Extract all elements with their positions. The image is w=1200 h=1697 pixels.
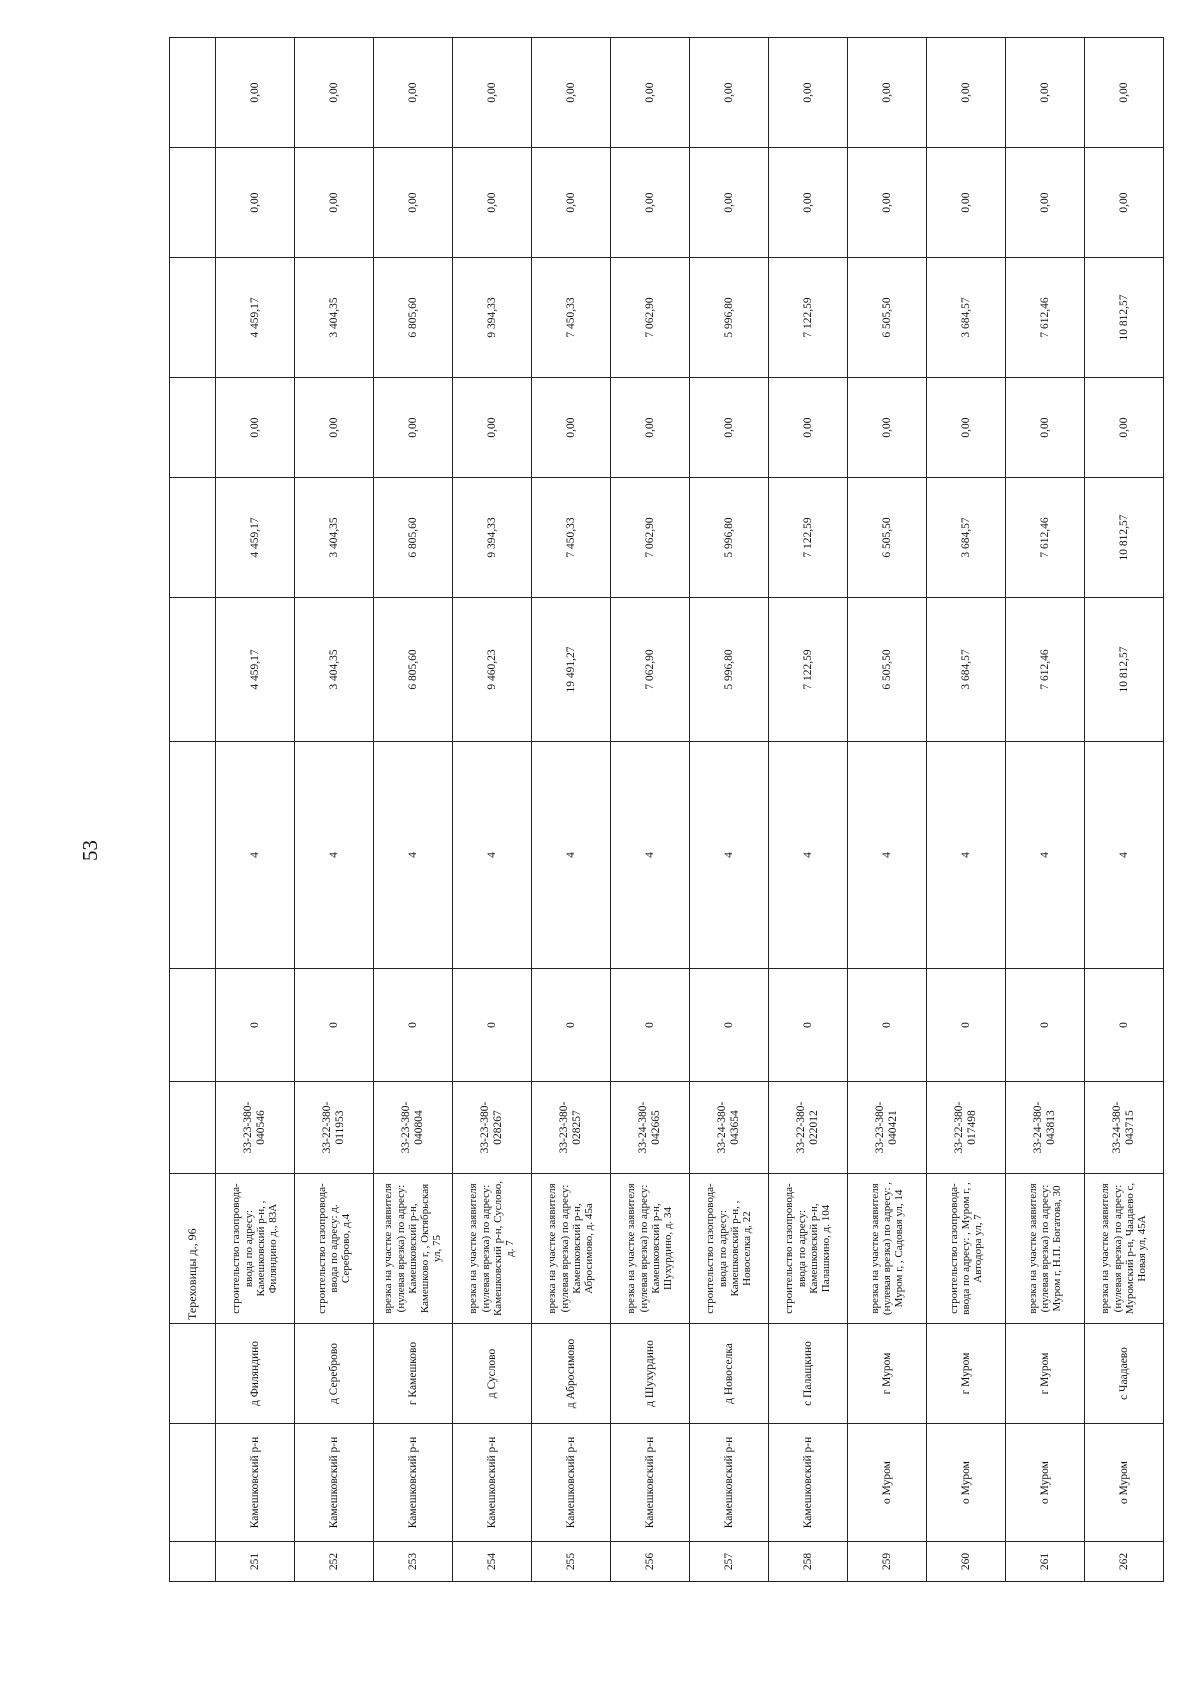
cell-value: 4 — [295, 742, 374, 969]
cell-amount: 0,00 — [374, 38, 453, 148]
cell-value: 4 — [1006, 742, 1085, 969]
cell-value: 4 — [769, 742, 848, 969]
cell-amount: 9 394,33 — [453, 258, 532, 378]
cell-amount: 7 450,33 — [532, 478, 611, 598]
cell-amount: 9 394,33 — [453, 478, 532, 598]
cell-amount: 7 062,90 — [611, 478, 690, 598]
cell-description: врезка на участке заявителя (нулевая врезка) по адресу: Муромский р-н, Чаадаево с, Новая ул, 45А — [1085, 1174, 1164, 1324]
table-row — [927, 38, 1006, 1582]
cell-number: 261 — [1006, 1542, 1085, 1582]
cell-amount: 0,00 — [1085, 148, 1164, 258]
cell-number: 257 — [690, 1542, 769, 1582]
cell-amount: 4 459,17 — [216, 598, 295, 742]
cell-description: строительство газопровода-ввода по адресу: Камешковский р-н, Палашкино, д. 104 — [769, 1174, 848, 1324]
cell-cadastral-number: 33-22-380-011953 — [295, 1082, 374, 1174]
cell-amount: 0,00 — [927, 378, 1006, 478]
cell-description: врезка на участке заявителя (нулевая врезка) по адресу: , Муром г, , Садовая ул, 14 — [848, 1174, 927, 1324]
cell-amount: 0,00 — [532, 378, 611, 478]
cell-number: 256 — [611, 1542, 690, 1582]
cell-value: 0 — [1006, 969, 1085, 1082]
cell-number: 259 — [848, 1542, 927, 1582]
cell-cadastral-number: 33-23-380-040804 — [374, 1082, 453, 1174]
cell-amount: 0,00 — [1085, 378, 1164, 478]
cell-amount: 0,00 — [453, 148, 532, 258]
cell-amount: 5 996,80 — [690, 598, 769, 742]
cell-amount: 3 684,57 — [927, 258, 1006, 378]
cell-amount: 7 612,46 — [1006, 258, 1085, 378]
cell-locality: д Филяндино — [216, 1324, 295, 1424]
cell-district: Камешковский р-н — [690, 1424, 769, 1542]
cell-number: 262 — [1085, 1542, 1164, 1582]
cell-value: 4 — [216, 742, 295, 969]
cell-value: 0 — [453, 969, 532, 1082]
table-row — [532, 38, 611, 1582]
cell-locality: д Новоселка — [690, 1324, 769, 1424]
cell-locality: д Суслово — [453, 1324, 532, 1424]
cell-amount: 0,00 — [532, 148, 611, 258]
cell-value: 4 — [848, 742, 927, 969]
cell-amount: 4 459,17 — [216, 478, 295, 598]
cell-amount: 6 505,50 — [848, 258, 927, 378]
table-row — [769, 38, 848, 1582]
cell-amount: 6 805,60 — [374, 478, 453, 598]
cell-description: строительство газопровода-ввода по адресу: Камешковский р-н, , Филяндино д., 83А — [216, 1174, 295, 1324]
cell-amount: 0,00 — [848, 38, 927, 148]
cell-amount: 4 459,17 — [216, 258, 295, 378]
cell-amount: 0,00 — [927, 38, 1006, 148]
table-row — [295, 38, 374, 1582]
cell-value: 4 — [374, 742, 453, 969]
cell-description: врезка на участке заявителя (нулевая врезка) по адресу: Камешковский р-н, Суслово, д. 7 — [453, 1174, 532, 1324]
cell-district: Камешковский р-н — [769, 1424, 848, 1542]
cell-amount: 6 505,50 — [848, 478, 927, 598]
cell-number: 251 — [216, 1542, 295, 1582]
cell-cadastral-number: 33-24-380-043715 — [1085, 1082, 1164, 1174]
cell-district: о Муром — [927, 1424, 1006, 1542]
cell-description: врезка на участке заявителя (нулевая врезка) по адресу: Камешковский р-н, Абросимово, д. 45а — [532, 1174, 611, 1324]
cell-amount: 3 404,35 — [295, 598, 374, 742]
cell-value: 0 — [295, 969, 374, 1082]
cell-amount: 0,00 — [295, 148, 374, 258]
cell-amount: 0,00 — [769, 378, 848, 478]
cell-amount: 0,00 — [216, 148, 295, 258]
cell-amount: 7 122,59 — [769, 258, 848, 378]
cell-district: Камешковский р-н — [532, 1424, 611, 1542]
cell-cadastral-number: 33-24-380-043813 — [1006, 1082, 1085, 1174]
cell-amount: 3 684,57 — [927, 478, 1006, 598]
cell-cadastral-number: 33-23-380-028257 — [532, 1082, 611, 1174]
cell-amount: 0,00 — [295, 378, 374, 478]
cell-number: 254 — [453, 1542, 532, 1582]
cell-number: 258 — [769, 1542, 848, 1582]
cell-cadastral-number: 33-24-380-042665 — [611, 1082, 690, 1174]
cell-cadastral-number: 33-23-380-040421 — [848, 1082, 927, 1174]
cell-amount: 7 612,46 — [1006, 478, 1085, 598]
table-row — [611, 38, 690, 1582]
cell-amount: 7 122,59 — [769, 478, 848, 598]
cell-amount: 0,00 — [769, 148, 848, 258]
cell-amount: 6 805,60 — [374, 598, 453, 742]
cell-amount: 0,00 — [848, 378, 927, 478]
document-table — [169, 82, 1154, 1582]
cell-district: Камешковский р-н — [295, 1424, 374, 1542]
cell-description: врезка на участке заявителя (нулевая врезка) по адресу: Камешковский р-н, Шухурдино, д. 34 — [611, 1174, 690, 1324]
cell-locality: г Муром — [927, 1324, 1006, 1424]
cell-value: 0 — [1085, 969, 1164, 1082]
cell-cadastral-number: 33-22-380-022012 — [769, 1082, 848, 1174]
cell-amount: 0,00 — [216, 38, 295, 148]
table-row — [453, 38, 532, 1582]
cell-amount: 6 805,60 — [374, 258, 453, 378]
cell-value: 4 — [690, 742, 769, 969]
cell-value: 0 — [216, 969, 295, 1082]
cell-description: врезка на участке заявителя (нулевая врезка) по адресу: Камешковский р-н, Камешково г, , Октябрьская ул, 75 — [374, 1174, 453, 1324]
cell-district: о Муром — [1006, 1424, 1085, 1542]
cell-amount: 10 812,57 — [1085, 598, 1164, 742]
cell-amount: 7 122,59 — [769, 598, 848, 742]
cell-amount: 0,00 — [532, 38, 611, 148]
cell-locality: с Чаадаево — [1085, 1324, 1164, 1424]
cell-value: 4 — [611, 742, 690, 969]
cell-amount: 5 996,80 — [690, 478, 769, 598]
cell-district: о Муром — [1085, 1424, 1164, 1542]
cell-locality: г Камешково — [374, 1324, 453, 1424]
cell-amount: 0,00 — [611, 378, 690, 478]
cell-description: строительство газопровода-ввода по адресу: Камешковский р-н, , Новоселка д, 22 — [690, 1174, 769, 1324]
table-row — [374, 38, 453, 1582]
cell-district: Камешковский р-н — [216, 1424, 295, 1542]
cell-amount: 0,00 — [1006, 38, 1085, 148]
table-row — [1085, 38, 1164, 1582]
cell-cadastral-number: 33-23-380-028267 — [453, 1082, 532, 1174]
cell-value: 0 — [690, 969, 769, 1082]
cell-description: Тереховицы д., 96 — [170, 1174, 216, 1324]
cell-amount: 3 404,35 — [295, 258, 374, 378]
cell-amount: 7 450,33 — [532, 258, 611, 378]
cell-value: 0 — [532, 969, 611, 1082]
cell-district: Камешковский р-н — [611, 1424, 690, 1542]
cell-district: о Муром — [848, 1424, 927, 1542]
cell-amount: 0,00 — [453, 378, 532, 478]
cell-locality: д Сереброво — [295, 1324, 374, 1424]
table-row — [216, 38, 295, 1582]
cell-amount: 3 684,57 — [927, 598, 1006, 742]
cell-amount: 10 812,57 — [1085, 478, 1164, 598]
cell-amount: 0,00 — [374, 148, 453, 258]
table-row — [690, 38, 769, 1582]
cell-amount: 0,00 — [611, 38, 690, 148]
cell-value: 4 — [532, 742, 611, 969]
cell-locality: г Муром — [1006, 1324, 1085, 1424]
cell-cadastral-number: 33-22-380-017498 — [927, 1082, 1006, 1174]
page-number: 53 — [78, 840, 102, 861]
cell-value: 0 — [374, 969, 453, 1082]
cell-amount: 6 505,50 — [848, 598, 927, 742]
cell-locality: с Палащкино — [769, 1324, 848, 1424]
cell-value: 4 — [1085, 742, 1164, 969]
cell-value: 0 — [769, 969, 848, 1082]
cell-amount: 0,00 — [927, 148, 1006, 258]
cell-description: строительство газопровода-ввода по адресу: д. Сереброво, д.4 — [295, 1174, 374, 1324]
cell-amount: 7 062,90 — [611, 258, 690, 378]
cell-amount: 7 062,90 — [611, 598, 690, 742]
cell-amount: 0,00 — [690, 38, 769, 148]
cell-value: 4 — [927, 742, 1006, 969]
cell-amount: 0,00 — [295, 38, 374, 148]
cell-locality: г Муром — [848, 1324, 927, 1424]
cell-amount: 0,00 — [1085, 38, 1164, 148]
cell-value: 0 — [611, 969, 690, 1082]
cell-locality: д Шухурдино — [611, 1324, 690, 1424]
cell-description: врезка на участке заявителя (нулевая врезка) по адресу: Муром г, Н.П. Богатова, 30 — [1006, 1174, 1085, 1324]
cell-amount: 0,00 — [453, 38, 532, 148]
cell-value: 4 — [453, 742, 532, 969]
table-row — [170, 38, 216, 1582]
cell-amount: 3 404,35 — [295, 478, 374, 598]
cell-district: Камешковский р-н — [453, 1424, 532, 1542]
cell-amount: 0,00 — [216, 378, 295, 478]
cell-amount: 0,00 — [690, 378, 769, 478]
cell-amount: 5 996,80 — [690, 258, 769, 378]
cell-cadastral-number: 33-24-380-043654 — [690, 1082, 769, 1174]
cell-locality: д Абросимово — [532, 1324, 611, 1424]
table-row — [848, 38, 927, 1582]
cell-amount: 0,00 — [611, 148, 690, 258]
cell-amount: 0,00 — [1006, 148, 1085, 258]
cell-description: строительство газопровода-ввода по адресу: , Муром г, , Автодора ул, 7 — [927, 1174, 1006, 1324]
cell-value: 0 — [848, 969, 927, 1082]
cell-amount: 10 812,57 — [1085, 258, 1164, 378]
cell-cadastral-number: 33-23-380-040546 — [216, 1082, 295, 1174]
cell-amount: 0,00 — [374, 378, 453, 478]
cell-number: 255 — [532, 1542, 611, 1582]
cell-amount: 7 612,46 — [1006, 598, 1085, 742]
cell-number: 260 — [927, 1542, 1006, 1582]
cell-amount: 0,00 — [1006, 378, 1085, 478]
cell-number: 252 — [295, 1542, 374, 1582]
cell-amount: 19 491,27 — [532, 598, 611, 742]
cell-amount: 0,00 — [690, 148, 769, 258]
cell-number: 253 — [374, 1542, 453, 1582]
cell-amount: 0,00 — [769, 38, 848, 148]
cell-amount: 9 460,23 — [453, 598, 532, 742]
table-row — [1006, 38, 1085, 1582]
cell-amount: 0,00 — [848, 148, 927, 258]
cell-district: Камешковский р-н — [374, 1424, 453, 1542]
cell-value: 0 — [927, 969, 1006, 1082]
